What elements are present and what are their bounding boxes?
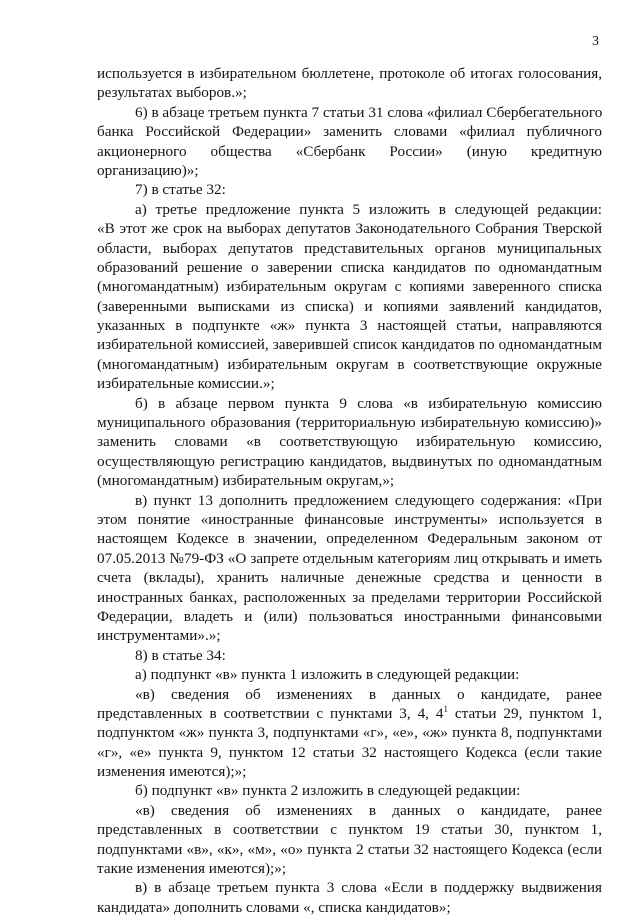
text-line: инструментами».»; — [97, 627, 221, 645]
text-line: 7) в статье 32: — [135, 181, 226, 199]
superscript: 1 — [443, 703, 448, 714]
text-line: б) подпункт «в» пункта 2 изложить в следующей редакции: — [135, 782, 521, 800]
text-line: результатах выборов.»; — [97, 84, 247, 102]
text-line: осуществляющую регистрацию кандидатов, выдвинутых по одномандатным — [97, 452, 602, 470]
text-line: организацию)»; — [97, 161, 199, 179]
text-line: в) в абзаце третьем пункта 3 слова «Если в поддержку выдвижения — [135, 879, 602, 897]
text-line: избирательные комиссии.»; — [97, 375, 275, 393]
text-line: 07.05.2013 №79-ФЗ «О запрете отдельным категориям лиц открывать и иметь — [97, 549, 602, 567]
text-line: подпунктом «ж» пункта 3, подпунктами «г», «е», «ж» пункта 8, подпунктами — [97, 724, 602, 742]
text-line: счета (вклады), хранить наличные денежные средства и ценности в — [97, 569, 602, 587]
text-line: иностранных банках, расположенных за пределами территории Российской — [97, 588, 602, 606]
text-line: изменения имеются);»; — [97, 763, 247, 781]
text-line: «в) сведения об изменениях в данных о кандидате, ранее — [135, 685, 602, 703]
text-line: области, выборах депутатов представительных органов муниципальных — [97, 239, 602, 257]
document-body — [97, 64, 602, 917]
text-line: «г», «е» пункта 9, пунктом 12 статьи 32 настоящего Кодекса (если такие — [97, 743, 602, 761]
text-line: кандидата» дополнить словами «, списка кандидатов»; — [97, 898, 451, 916]
text-line: муниципального образования (территориальную избирательную комиссию)» — [97, 414, 602, 432]
text-line: (заверенными выписками из списка) и копиями заявлений кандидатов, — [97, 297, 602, 315]
text-segment: представленных в соответствии с пунктами 3, 4, 4 — [97, 704, 444, 722]
text-line: настоящем Кодексе в значении, определенном Федеральным законом от — [97, 530, 602, 548]
text-line: а) подпункт «в» пункта 1 изложить в следующей редакции: — [135, 666, 520, 684]
text-line: представленных в соответствии с пунктом 19 статьи 30, пунктом 1, — [97, 821, 602, 839]
page-number: 3 — [592, 34, 599, 49]
text-line: Федерации, владеть и (или) пользоваться иностранными финансовыми — [97, 607, 602, 625]
text-line: «В этот же срок на выборах депутатов Законодательного Собрания Тверской — [97, 220, 602, 238]
text-line: подпунктами «в», «к», «м», «о» пункта 2 статьи 32 настоящего Кодекса (если — [97, 840, 602, 858]
text-line: 6) в абзаце третьем пункта 7 статьи 31 слова «филиал Сбербегательного — [135, 103, 603, 121]
text-line — [97, 704, 602, 723]
text-line: (многомандатным) избирательным округам,»; — [97, 472, 395, 490]
text-line: образований решение о заверении списка кандидатов по одномандатным — [97, 258, 602, 276]
text-line: в) пункт 13 дополнить предложением следующего содержания: «При — [135, 491, 602, 509]
text-line: банка Российской Федерации» заменить словами «филиал публичного — [97, 123, 602, 141]
text-line: «в) сведения об изменениях в данных о кандидате, ранее — [135, 801, 602, 819]
text-line: используется в избирательном бюллетене, протоколе об итогах голосования, — [97, 65, 602, 82]
text-line: указанных в подпункте «ж» пункта 3 настоящей статьи, направляются — [97, 317, 602, 335]
text-segment: статьи 29, пунктом 1, — [447, 704, 603, 722]
text-line: заменить словами «в соответствующую избирательную комиссию, — [97, 433, 602, 451]
text-line: акционерного общества «Сбербанк России» (иную кредитную — [97, 142, 602, 160]
text-line: (многомандатным) избирательным округам в соответствующие окружные — [97, 355, 602, 373]
text-line: б) в абзаце первом пункта 9 слова «в избирательную комиссию — [135, 394, 602, 412]
text-line: избирательной комиссией, заверившей список кандидатов по одномандатным — [97, 336, 602, 354]
text-line: (многомандатным) избирательным округам с копиями заверенного списка — [97, 278, 602, 296]
text-line: а) третье предложение пункта 5 изложить в следующей редакции: — [135, 200, 602, 218]
text-line: 8) в статье 34: — [135, 646, 226, 664]
text-line: этом понятие «иностранные финансовые инструменты» используется в — [97, 510, 602, 528]
text-line: такие изменения имеются);»; — [97, 860, 287, 878]
